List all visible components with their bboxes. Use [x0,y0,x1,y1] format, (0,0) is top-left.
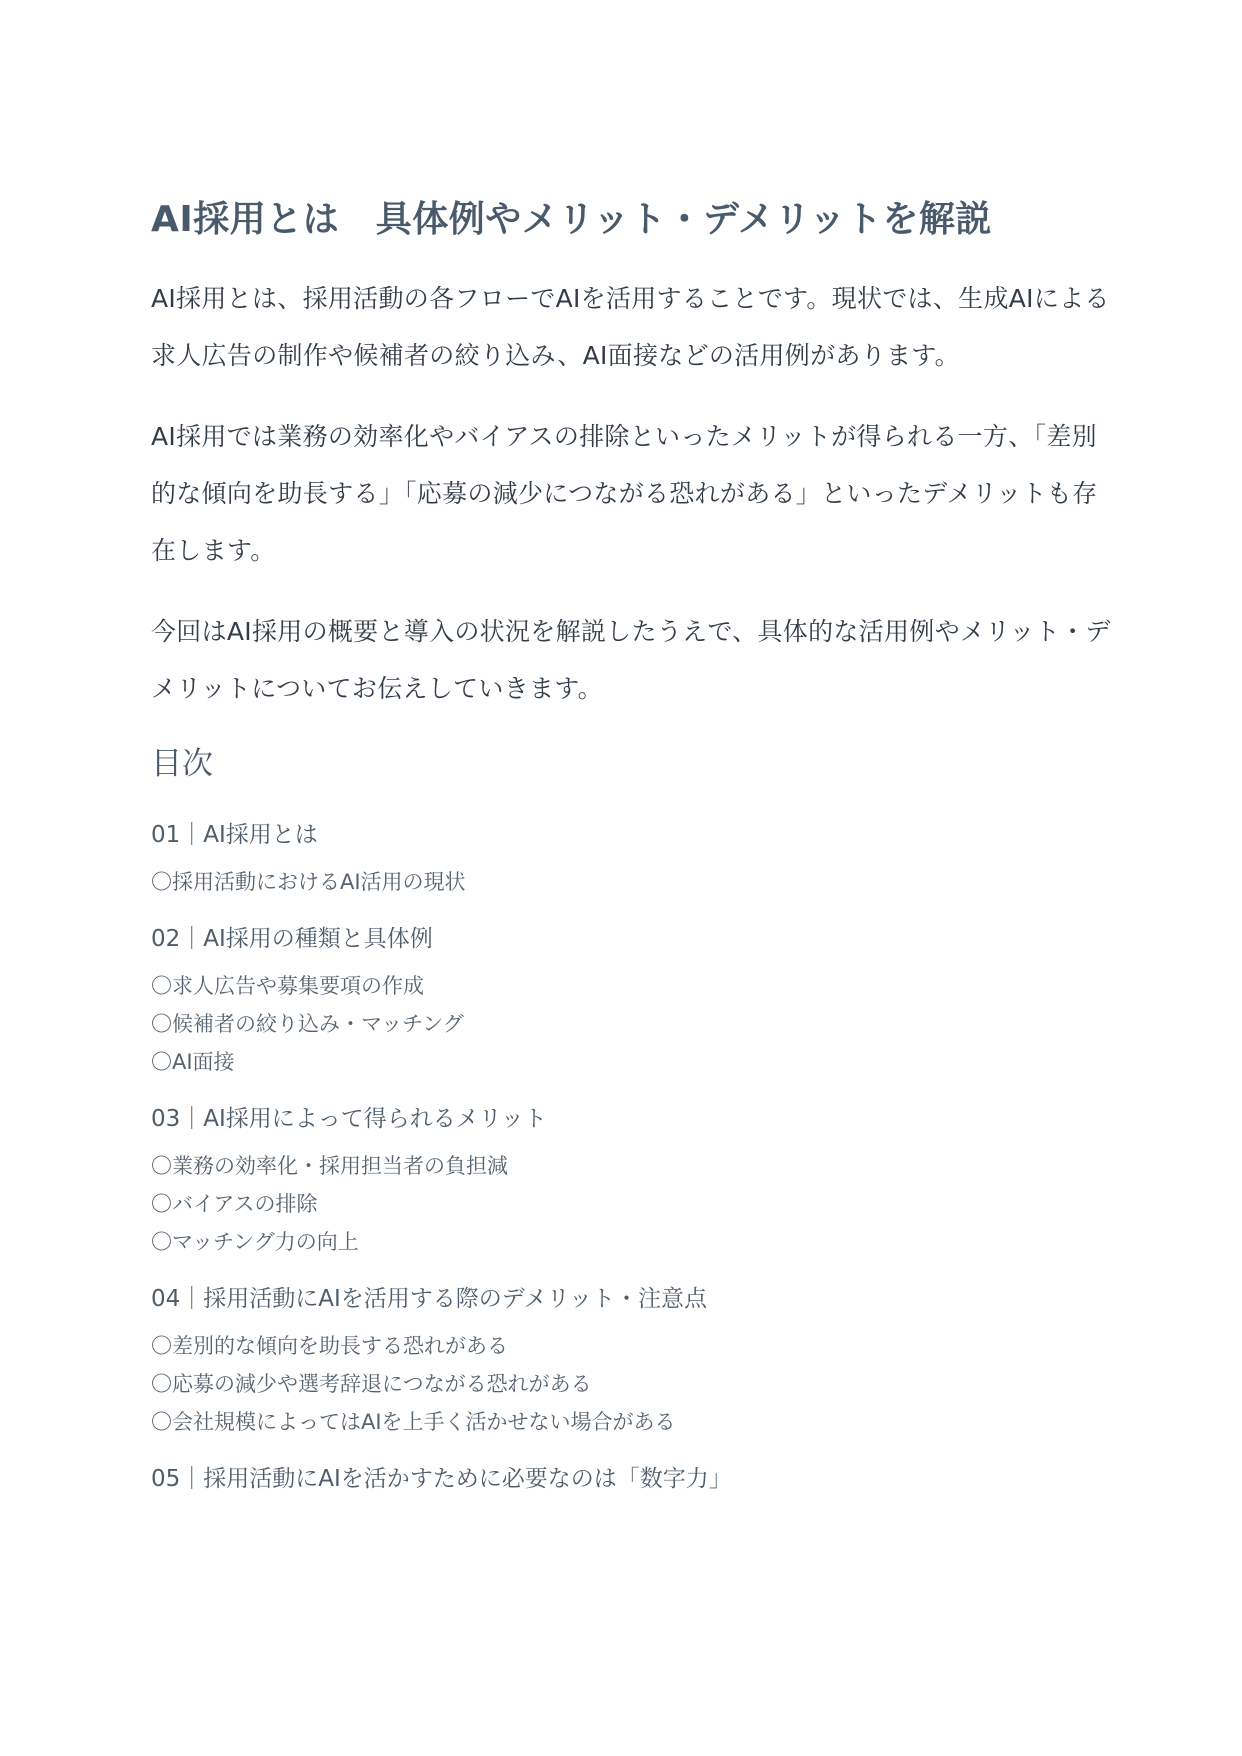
toc-section [151,921,1111,1081]
toc-subitem[interactable]: 〇マッチング力の向上 [151,1230,359,1254]
toc-subitems [151,1327,1111,1441]
toc-section-title[interactable]: 04｜採用活動にAIを活用する際のデメリット・注意点 [151,1286,707,1312]
toc-subitem[interactable]: 〇AI面接 [151,1050,235,1074]
toc-section [151,1281,1111,1441]
document-page [151,196,1111,1517]
toc-subitem[interactable]: 〇業務の効率化・採用担当者の負担減 [151,1154,508,1178]
toc-subitem[interactable]: 〇差別的な傾向を助長する恐れがある [151,1334,508,1358]
toc-heading: 目次 [151,746,213,782]
intro-paragraphs [151,270,1111,717]
toc-section-title[interactable]: 03｜AI採用によって得られるメリット [151,1106,547,1132]
intro-paragraph: AI採用とは、採用活動の各フローでAIを活用することです。現状では、生成AIによる求人広告の制作や候補者の絞り込み、AI面接などの活用例があります。 [151,284,1110,370]
toc-subitems [151,967,1111,1081]
toc-subitems [151,1147,1111,1261]
page-title: AI採用とは 具体例やメリット・デメリットを解説 [151,199,992,240]
toc-subitem[interactable]: 〇求人広告や募集要項の作成 [151,974,424,998]
toc-section [151,1461,1111,1497]
toc-section-title[interactable]: 01｜AI採用とは [151,822,318,848]
toc-section [151,817,1111,901]
intro-paragraph: AI採用では業務の効率化やバイアスの排除といったメリットが得られる一方、「差別的な傾向を助長する」「応募の減少につながる恐れがある」といったデメリットも存在します。 [151,422,1098,565]
intro-paragraph: 今回はAI採用の概要と導入の状況を解説したうえで、具体的な活用例やメリット・デメリットについてお伝えしていきます。 [151,617,1111,703]
toc-subitems [151,863,1111,901]
toc-subitem[interactable]: 〇応募の減少や選考辞退につながる恐れがある [151,1372,592,1396]
toc-subitem[interactable]: 〇バイアスの排除 [151,1192,318,1216]
table-of-contents [151,817,1111,1497]
toc-subitem[interactable]: 〇採用活動におけるAI活用の現状 [151,870,466,894]
toc-section-title[interactable]: 02｜AI採用の種類と具体例 [151,926,433,952]
toc-subitem[interactable]: 〇会社規模によってはAIを上手く活かせない場合がある [151,1410,676,1434]
toc-section [151,1101,1111,1261]
toc-subitem[interactable]: 〇候補者の絞り込み・マッチング [151,1012,464,1036]
toc-section-title[interactable]: 05｜採用活動にAIを活かすために必要なのは「数字力」 [151,1466,732,1492]
